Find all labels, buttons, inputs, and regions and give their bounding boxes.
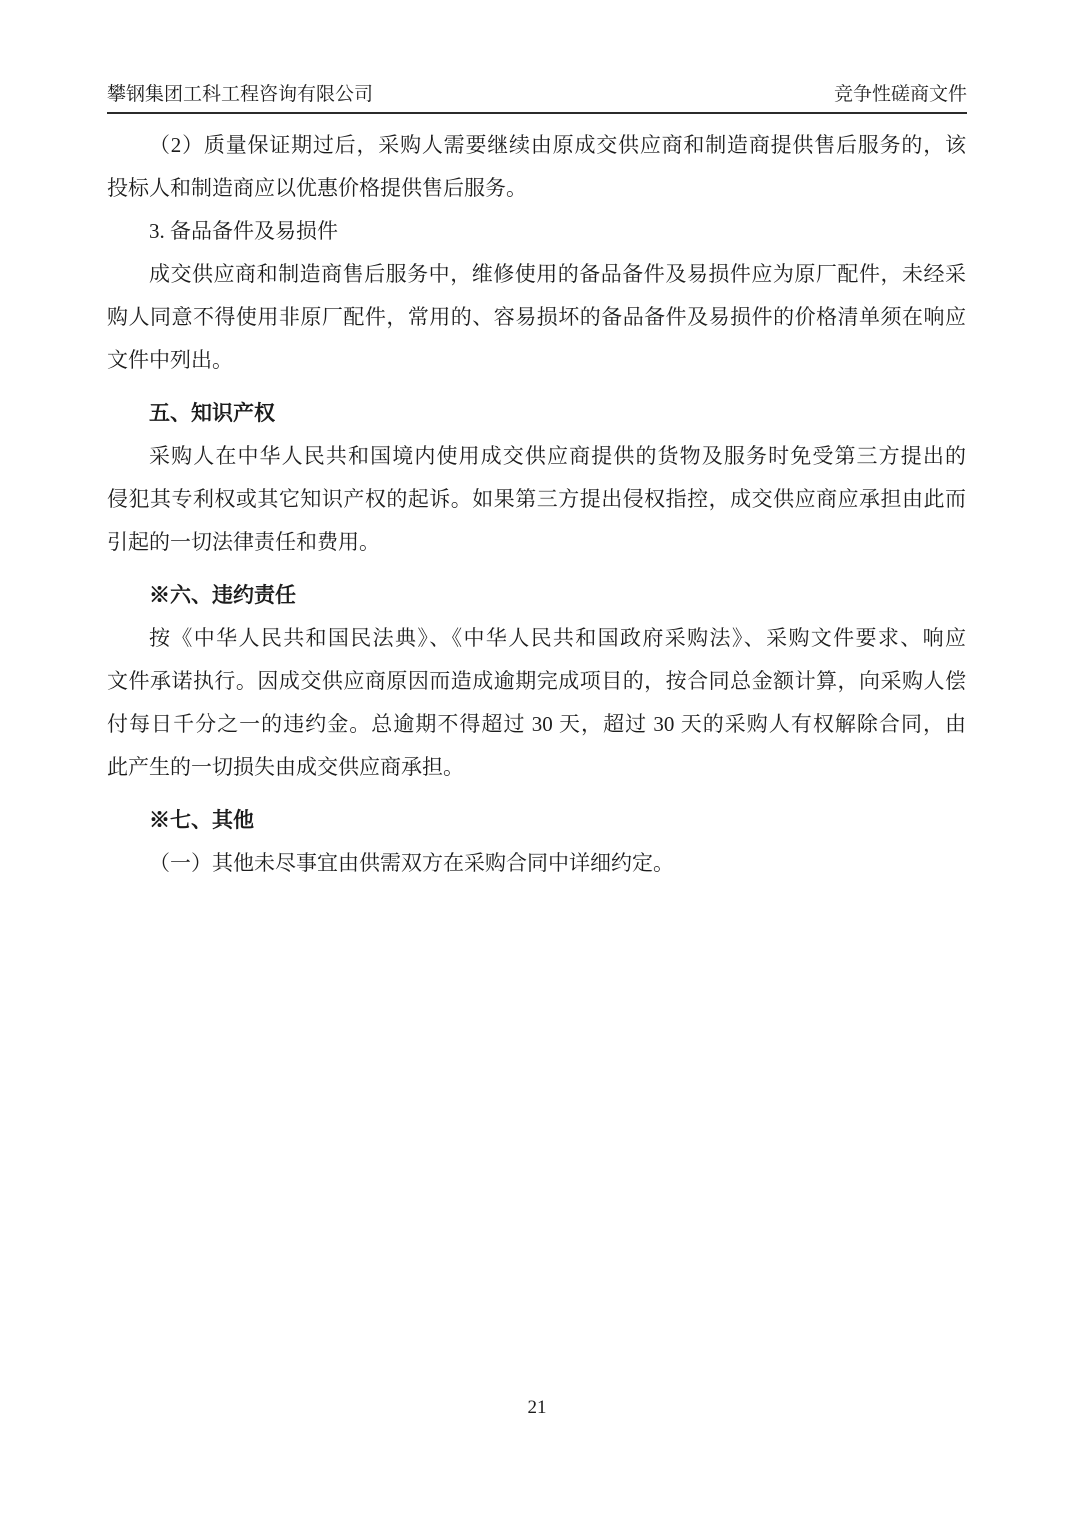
paragraph-line: 此产生的一切损失由成交供应商承担。 bbox=[107, 755, 464, 779]
page-header bbox=[107, 84, 967, 114]
paragraph-line: 按《中华人民共和国民法典》、《中华人民共和国政府采购法》、采购文件要求、响应 bbox=[149, 626, 966, 650]
paragraph-line: 文件中列出。 bbox=[107, 348, 233, 372]
paragraph-line: 文件承诺执行。因成交供应商原因而造成逾期完成项目的，按合同总金额计算，向采购人偿 bbox=[107, 669, 966, 693]
header-document-type: 竞争性磋商文件 bbox=[833, 84, 967, 105]
paragraph-line: 3. 备品备件及易损件 bbox=[149, 219, 338, 243]
page-footer bbox=[0, 1396, 1074, 1420]
paragraph bbox=[107, 435, 966, 564]
paragraph-line: （2）质量保证期过后，采购人需要继续由原成交供应商和制造商提供售后服务的，该 bbox=[149, 133, 966, 157]
paragraph-line: 投标人和制造商应以优惠价格提供售后服务。 bbox=[107, 176, 527, 200]
paragraph-line: 采购人在中华人民共和国境内使用成交供应商提供的货物及服务时免受第三方提出的 bbox=[149, 444, 966, 468]
section-heading bbox=[107, 392, 966, 435]
heading-line: ※六、违约责任 bbox=[149, 583, 296, 607]
paragraph bbox=[107, 124, 966, 210]
paragraph-line: 引起的一切法律责任和费用。 bbox=[107, 530, 380, 554]
heading-line: 五、知识产权 bbox=[149, 401, 275, 425]
section-heading bbox=[107, 574, 966, 617]
paragraph-line: 购人同意不得使用非原厂配件，常用的、容易损坏的备品备件及易损件的价格清单须在响应 bbox=[107, 305, 966, 329]
paragraph bbox=[107, 842, 966, 885]
paragraph-line: 付每日千分之一的违约金。总逾期不得超过 30 天，超过 30 天的采购人有权解除合同，由 bbox=[107, 712, 966, 736]
paragraph-line: （一）其他未尽事宜由供需双方在采购合同中详细约定。 bbox=[149, 851, 674, 875]
paragraph bbox=[107, 617, 966, 789]
heading-line: ※七、其他 bbox=[149, 808, 254, 832]
header-company-name: 攀钢集团工科工程咨询有限公司 bbox=[107, 84, 374, 105]
page-number: 21 bbox=[527, 1397, 547, 1418]
paragraph-line: 成交供应商和制造商售后服务中，维修使用的备品备件及易损件应为原厂配件，未经采 bbox=[149, 262, 966, 286]
paragraph-line: 侵犯其专利权或其它知识产权的起诉。如果第三方提出侵权指控，成交供应商应承担由此而 bbox=[107, 487, 966, 511]
document-body bbox=[107, 124, 966, 885]
section-heading bbox=[107, 799, 966, 842]
paragraph bbox=[107, 253, 966, 382]
paragraph bbox=[107, 210, 966, 253]
